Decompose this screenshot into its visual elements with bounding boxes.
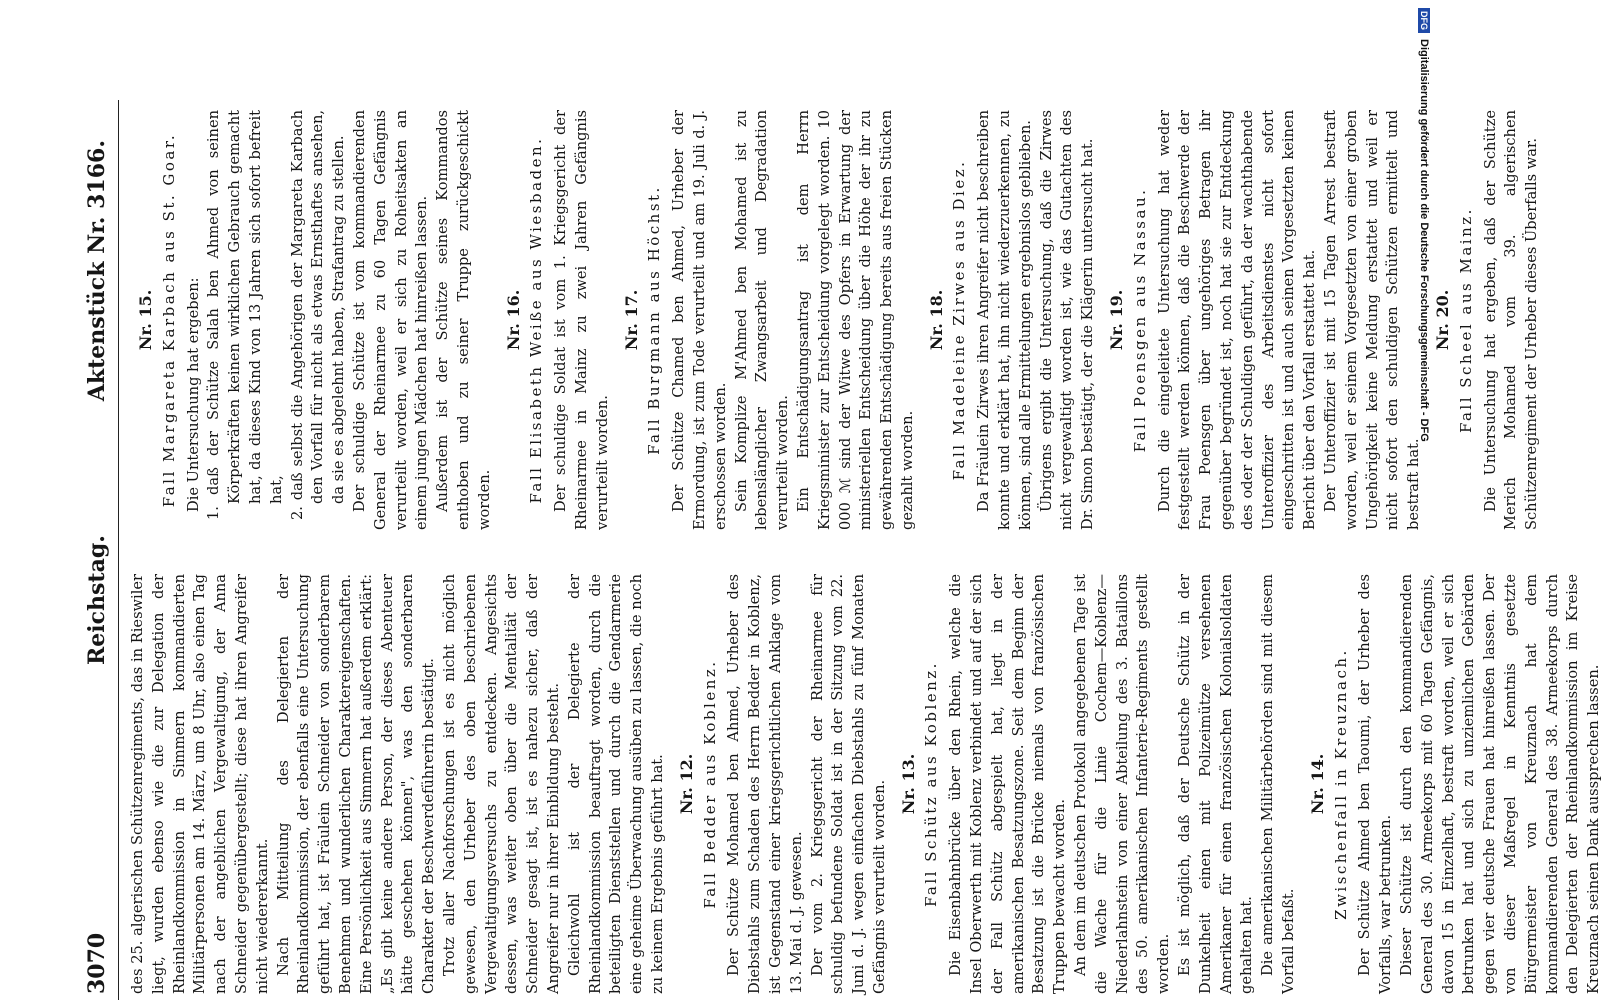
paragraph: des 25. algerischen Schützenregiments, das in Rieswiler liegt, wurden ebenso wie die zur Delegation der Rheinlandkommission in Simmern kommandierten Militärpersonen am 14. März, um 8 Uhr, also einen Tag nach der angeblichen Vergewaltigung, der Anna Schneider gegenübergestellt; diese hat ihren Angreifer nicht wiedererkannt. [129,574,271,994]
case-title: Fall Elisabeth Weiße aus Wiesbaden. [527,136,546,504]
case-title: Fall Madeleine Zirwes aus Diez. [950,159,969,481]
section-number: Nr. 13. [898,753,918,815]
document-title: Aktenstück Nr. 3166. [84,140,110,402]
paragraph: Der Unteroffizier ist mit 15 Tagen Arrest bestraft worden, weil er seinem Vorgesetzten von einer groben Ungehörigkeit keine Meldung erstattet und weil er nicht sofort den schuldigen Schützen ermittelt und bestraft hat. [1322,110,1423,530]
paragraph: Der vom 2. Kriegsgericht der Rheinarmee für schuldig befundene Soldat ist in der Sitzung vom 22. Juni d. J. wegen einfachen Diebstahls zu fünf Monaten Gefängnis verurteilt worden. [808,574,888,994]
case-title: Fall Burgmann aus Höchst. [645,185,664,455]
case-title: Fall Poensgen aus Nassau. [1130,187,1149,453]
case-title: Zwischenfall in Kreuznach. [1331,648,1350,920]
section-number: Nr. 15. [136,289,155,351]
paragraph: Sein Komplize M'Ahmed ben Mohamed ist zu lebenslänglicher Zwangsarbeit und Degradation verurteilt worden. [732,110,792,530]
section-number: Nr. 20. [1433,289,1453,351]
paragraph: Es ist möglich, daß der Deutsche Schütz in der Dunkelheit einen mit Polizeimütze versehenen Amerikaner für einen französischen Kolonialsoldaten gehalten hat. [1176,574,1256,994]
paragraph: Ein Entschädigungsantrag ist dem Herrn Kriegsminister zur Entscheidung vorgelegt worden. 10 000 ℳ sind der Witwe des Opfers in Erwartung der ministeriellen Entscheidung über die Höhe der ihr zu gewährenden Entschädigung bereits aus freien Stücken gezahlt worden. [794,110,916,530]
section-number: Nr. 12. [676,753,696,815]
section-number: Nr. 19. [1107,289,1127,351]
paragraph: Der schuldige Soldat ist vom 1. Kriegsgericht der Rheinarmee in Mainz zu zwei Jahren Gefängnis verurteilt worden. [552,110,611,530]
paragraph: Außerdem ist der Schütze seines Kommandos enthoben und zu seiner Truppe zurückgeschickt worden. [434,110,493,530]
paragraph: Trotz aller Nachforschungen ist es nicht möglich gewesen, den Urheber des oben beschriebenen Vergewaltigungsversuchs zu entdecken. Angesichts dessen, was weiter oben über die Mentalität der Schneider gesagt ist, ist es nahezu sicher, daß der Angreifer nur in ihrer Einbildung besteht. [440,574,562,994]
case-title: Fall Schütz aus Koblenz. [922,661,941,907]
paragraph: Dieser Schütze ist durch den kommandierenden General des 30. Armeekorps mit 60 Tagen Gefängnis, davon 15 in Einzelhaft, bestraft worden, weil er sich betrunken hat und sich zu unziemlichen Gebärden gegen vier deutsche Frauen hat hinreißen lassen. Der von dieser Maßregel in Kenntnis gesetzte Bürgermeister von Kreuznach hat dem kommandierenden General des 38. Armeekorps durch den Delegierten der Rheinlandkommission im Kreise Kreuznach seinen Dank aussprechen lassen. [1398,574,1603,994]
left-column [128,574,1605,994]
funding-note [1418,8,1430,442]
paragraph: Übrigens ergibt die Untersuchung, daß die Zirwes nicht vergewaltigt worden ist, wie das Gutachten des Dr. Simon bestätigt, der die Klägerin untersucht hat. [1037,110,1097,530]
dfg-logo: DFG [1418,8,1430,33]
paragraph: Die Untersuchung hat ergeben, daß der Schütze Merich Mohamed vom 39. algerischen Schützenregiment der Urheber dieses Überfalls war. [1481,110,1541,530]
list-item: 1. daß der Schütze Salah ben Ahmed von seinen Körperkräften keinen wirklichen Gebrauch gemacht hat, da dieses Kind von 13 Jahren sich sofort befreit hat, [205,110,285,520]
case-title: Fall Margareta Karbach aus St. Goar. [159,132,178,508]
paragraph: Durch die eingeleitete Untersuchung hat weder festgestellt werden können, daß die Beschwerde der Frau Poensgen über ungehöriges Betragen ihr gegenüber begründet ist, noch hat sie zur Entdeckung des oder der Schuldigen geführt, da der wachthabende Unteroffizier des Arbeitsdienstes nicht sofort eingeschritten ist und auch seinen Vorgesetzten keinen Bericht über den Vorfall erstattet hat. [1155,110,1319,530]
paragraph: Der Schütze Ahmed ben Taoumi, der Urheber des Vorfalls, war betrunken. [1356,574,1395,994]
section-number: Nr. 14. [1307,753,1327,815]
paragraph: Die amerikanischen Militärbehörden sind mit diesem Vorfall befaßt. [1259,574,1298,994]
paragraph: An dem im deutschen Protokoll angegebenen Tage ist die Wache für die Linie Cochem—Koblenz—Niederlahnstein von einer Abteilung des 3. Bataillons des 50. amerikanischen Infanterie-Regiments gestellt worden. [1072,574,1173,994]
paragraph: Da Fräulein Zirwes ihren Angreifer nicht beschreiben konnte und erklärt hat, ihn nicht wiederzuerkennen, zu können, sind alle Ermittelungen ergebnislos geblieben. [975,110,1034,530]
paragraph: Die Eisenbahnbrücke über den Rhein, welche die Insel Oberwerth mit Koblenz verbindet und auf der sich der Fall Schütz abgespielt hat, liegt in der amerikanischen Besatzungszone. Seit dem Beginn der Besatzung ist die Brücke niemals von französischen Truppen bewacht worden. [947,574,1069,994]
paragraph: Der Schütze Chamed ben Ahmed, Urheber der Ermordung, ist zum Tode verurteilt und am 19. Juli d. J. erschossen worden. [670,110,729,530]
page-number: 3070 [84,932,110,994]
section-number: Nr. 17. [621,289,641,351]
section-number: Nr. 16. [503,289,523,351]
paragraph: Gleichwohl ist der Delegierte der Rheinlandkommission beauftragt worden, durch die beteiligten Dienststellen und durch die Gendarmerie eine geheime Überwachung ausüben zu lassen, die noch zu keinem Ergebnis geführt hat. [565,573,666,994]
list-item: 2. daß selbst die Angehörigen der Margareta Karbach den Vorfall für nicht als etwas Ernsthaftes ansehen, da sie es abgelehnt haben, Strafantrag zu stellen. [288,110,348,520]
section-number: Nr. 18. [926,289,946,351]
page-header [78,100,119,1000]
paragraph: Nach Mitteilung des Delegierten der Rheinlandkommission, der ebenfalls eine Untersuchung geführt hat, ist Fräulein Schneider von sonderbarem Benehmen und wunderlichen Charaktereigenschaften. Eine Persönlichkeit aus Simmern hat außerdem erklärt: „Es gibt keine andere Person, der dieses Abenteuer hätte geschehen können", was den sonderbaren Charakter der Beschwerdeführerin bestätigt. [274,574,438,994]
right-column [128,110,1543,530]
publication-title: Reichstag. [84,535,110,665]
funding-text: Digitalisierung gefördert durch die Deutsche Forschungsgemeinschaft - DFG [1418,39,1430,442]
case-title: Fall Bedder aus Koblenz. [700,659,719,909]
paragraph: Der schuldige Schütze ist vom kommandierenden General der Rheinarmee zu 60 Tagen Gefängnis verurteilt worden, weil er sich zu Roheitsakten an einem jungen Mädchen hat hinreißen lassen. [350,110,431,530]
paragraph: Der Schütze Mohamed ben Ahmed, Urheber des Diebstahls zum Schaden des Herrn Bedder in Koblenz, ist Gegenstand einer kriegsgerichtlichen Anklage vom 13. Mai d. J. gewesen. [725,574,805,994]
case-title: Fall Scheel aus Mainz. [1456,207,1475,433]
paragraph: Die Untersuchung hat ergeben: [184,277,202,512]
